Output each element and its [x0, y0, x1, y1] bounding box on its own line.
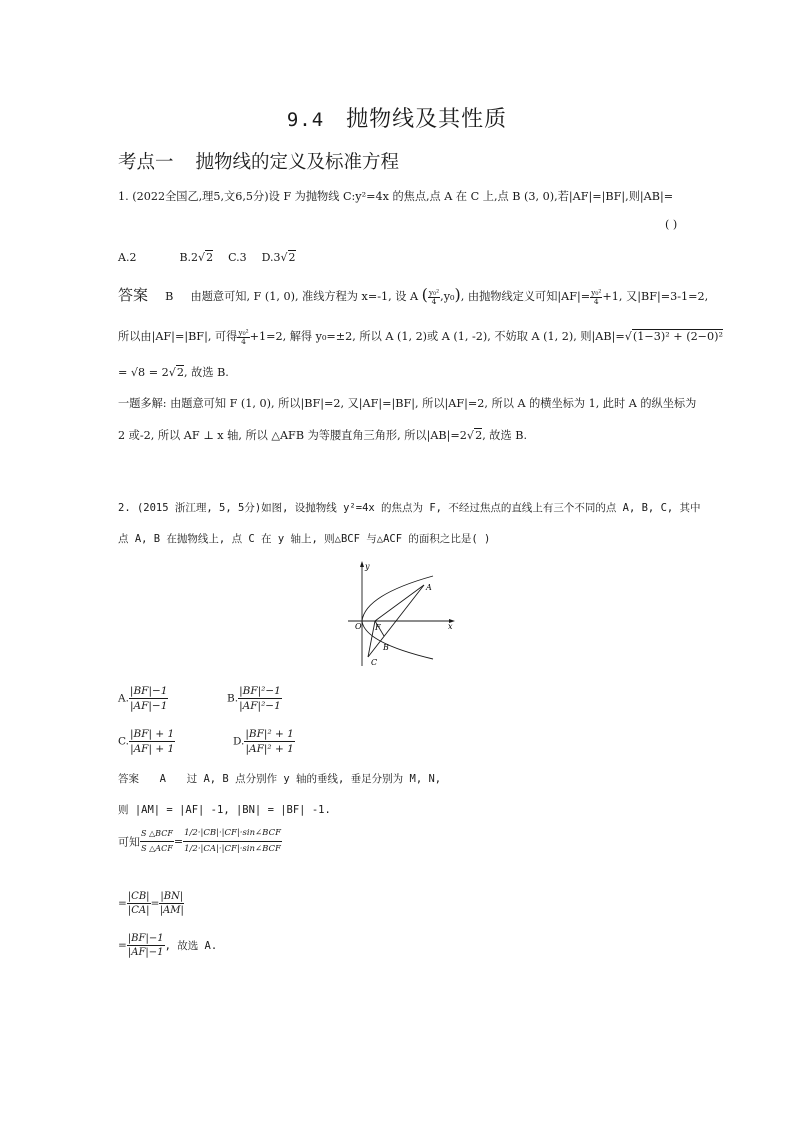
- q1-sol1b: , 由抛物线定义可知|AF|=: [460, 290, 591, 303]
- segment-cf: [368, 621, 375, 657]
- q1-frac-y0sq-4: $\frac{\text{y₀²}}{4}$: [428, 287, 440, 306]
- section-text: 抛物线的定义及标准方程: [195, 152, 400, 173]
- q1-sol1a: 由题意可知, F (1, 0), 准线方程为 x=-1, 设 A: [190, 290, 419, 303]
- q2-answer-label: 答案: [118, 773, 139, 785]
- label-f: F: [375, 623, 381, 632]
- q1-paren: ( ): [665, 218, 678, 231]
- q1-stem: 1. (2022全国乙,理5,文6,5分)设 F 为抛物线 C:y²=4x 的焦点,点 A 在 C 上,点 B (3, 0),若|AF|=|BF|,则|AB|=: [118, 190, 674, 203]
- q1-alt-line1: 一题多解: 由题意可知 F (1, 0), 所以|BF|=2, 又|AF|=|BF|, 所以|AF|=2, 所以 A 的横坐标为 1, 此时 A 的纵坐标为: [118, 397, 697, 410]
- q1-options: [118, 251, 296, 265]
- parabola-upper-branch: [362, 576, 433, 621]
- page-title: [0, 102, 794, 133]
- q1-distance-root: (1−3)² + (2−0)²: [632, 330, 724, 343]
- label-b: B: [383, 643, 389, 652]
- parabola-lower-branch: [362, 621, 433, 659]
- y-axis-arrow: [360, 561, 364, 567]
- q1-answer-label: 答案: [118, 286, 149, 304]
- title-number: 9.4: [286, 109, 325, 131]
- q1-option-c: C.3: [228, 251, 247, 264]
- q2-stem-line1: 2. (2015 浙江理, 5, 5分)如图, 设抛物线 y²=4x 的焦点为 F, 不经过焦点的直线上有三个不同的点 A, B, C, 其中: [118, 502, 701, 514]
- q2-answer-line2: 则 |AM| = |AF| -1, |BN| = |BF| -1.: [118, 804, 331, 816]
- q2-answer-letter: A: [159, 773, 166, 785]
- q1-solution-line3: = √8 = 2√2, 故选 B.: [118, 366, 229, 379]
- q1-frac-y0sq-4b: $\frac{\text{y₀²}}{4}$: [591, 287, 602, 306]
- segment-fa: [375, 585, 424, 621]
- q1-option-b: B.2√2: [179, 251, 214, 264]
- q1-option-a: A.2: [118, 251, 137, 264]
- q1-solution-line1: 答案 B 由题意可知, F (1, 0), 准线方程为 x=-1, 设 A ( $\frac{\text{y₀²}}{4}$ ,y₀), 由抛物线定义可知|AF|= $\frac{\text{y₀²}}{4}$ +1, 又|BF|=3-1=2,: [118, 285, 709, 306]
- q2-answer-line1: 答案 A 过 A, B 点分别作 y 轴的垂线, 垂足分别为 M, N,: [118, 773, 442, 785]
- q2-option-d: D. $\frac{\text{|BF|² + 1}}{\text{|AF|² + 1}}$: [233, 728, 294, 755]
- section-heading: [118, 148, 399, 174]
- q2-option-b: B. $\frac{\text{|BF|²−1}}{\text{|AF|²−1}}$: [227, 685, 281, 712]
- label-x: x: [448, 622, 453, 631]
- q2-option-c: C. $\frac{|BF| + 1}{|AF| + 1}$: [118, 728, 175, 755]
- label-o: O: [355, 622, 362, 631]
- q2-option-a: A. $\frac{|BF|-1}{|AF|-1}$: [118, 685, 168, 712]
- q1-sol1c: +1, 又|BF|=3-1=2,: [602, 290, 709, 303]
- q1-frac-y0sq-4c: $\frac{\text{y₀²}}{4}$: [238, 327, 249, 346]
- q2-ratio-equation: 可知 $\frac{\text{S △BCF}}{\text{S △ACF}}$ = $\frac{\text{1/2·|CB|·|CF|·sin∠BCF}}{\text{1/2·|CA|·|CF|·sin∠BCF}}$: [118, 828, 281, 854]
- section-label: 考点一: [118, 152, 174, 173]
- q1-alt-line2: 2 或-2, 所以 AF ⊥ x 轴, 所以 △AFB 为等腰直角三角形, 所以|AB|=2√2, 故选 B.: [118, 429, 528, 442]
- title-text: 抛物线及其性质: [346, 107, 508, 132]
- label-y: y: [365, 562, 370, 571]
- label-c: C: [371, 658, 378, 667]
- q2-ratio-step3: = $\frac{|BF|-1}{|AF|-1}$ , 故选 A.: [118, 933, 218, 958]
- q1-answer-letter: B: [165, 290, 174, 303]
- parabola-figure: [340, 558, 460, 670]
- q2-stem-line2: 点 A, B 在抛物线上, 点 C 在 y 轴上, 则△BCF 与△ACF 的面积之比是( ): [118, 533, 491, 545]
- q1-solution-line2: 所以由|AF|=|BF|, 可得 $\frac{\text{y₀²}}{4}$ +1=2, 解得 y₀=±2, 所以 A (1, 2)或 A (1, -2), 不妨取 A (1, 2), 则|AB|=√(1−3)² + (2−0)²: [118, 327, 724, 346]
- label-a: A: [426, 583, 432, 592]
- q1-option-d: D.3√2: [261, 251, 296, 264]
- q2-ratio-step2: = $\frac{|CB|}{|CA|}$ = $\frac{|BN|}{|AM|}$: [118, 891, 184, 916]
